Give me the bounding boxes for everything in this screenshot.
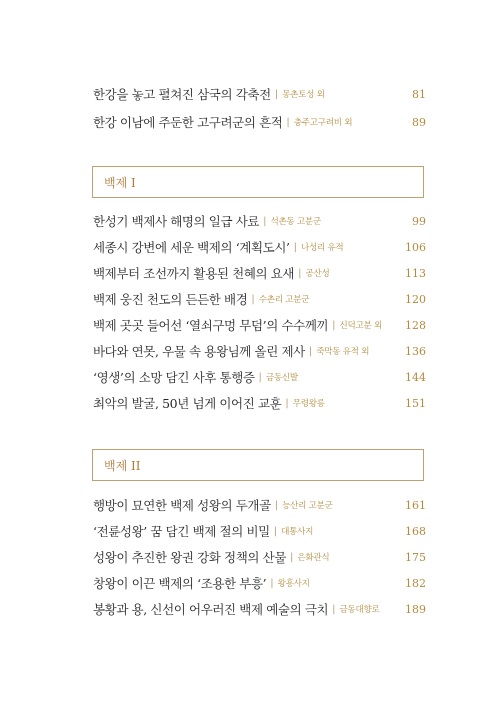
toc-entry-page: 189 bbox=[405, 602, 426, 616]
toc-entry[interactable] bbox=[93, 288, 426, 310]
toc-entry-title: 한성기 백제사 해명의 일급 사료 bbox=[93, 214, 260, 229]
separator: | bbox=[273, 525, 278, 537]
separator: | bbox=[308, 345, 313, 357]
toc-entry-page: 144 bbox=[405, 370, 426, 384]
toc-entry-page: 99 bbox=[412, 214, 426, 228]
toc-entry-page: 175 bbox=[405, 550, 426, 564]
toc-entry-page: 120 bbox=[405, 292, 426, 306]
toc-entry-location: 은화관식 bbox=[297, 553, 330, 563]
toc-entry-title: 백제 웅진 천도의 든든한 배경 bbox=[93, 292, 248, 307]
toc-entry-title: 창왕이 이끈 백제의 ‘조용한 부흥’ bbox=[93, 576, 267, 591]
toc-entry-title: ‘영생’의 소망 담긴 사후 통행증 bbox=[93, 370, 255, 385]
toc-entry-title: 봉황과 용, 신선이 어우러진 백제 예술의 극치 bbox=[93, 602, 329, 617]
toc-entry-location: 석촌동 고분군 bbox=[270, 217, 321, 227]
section-header bbox=[92, 166, 424, 198]
toc-entry-page: 151 bbox=[405, 396, 426, 410]
separator: | bbox=[293, 241, 297, 253]
toc-entry-location: 신덕고분 외 bbox=[339, 321, 382, 331]
toc-entry-page: 113 bbox=[405, 266, 426, 280]
section-label: 백제 II bbox=[104, 458, 141, 473]
toc-entry-location: 능산리 고분군 bbox=[282, 501, 333, 511]
separator: | bbox=[332, 603, 336, 615]
toc-entry-location: 금동신발 bbox=[265, 373, 298, 383]
toc-entry-location: 죽막동 유적 외 bbox=[316, 347, 370, 357]
separator: | bbox=[274, 88, 279, 100]
toc-entry[interactable] bbox=[93, 598, 426, 620]
toc-entry[interactable] bbox=[93, 314, 426, 336]
toc-entry[interactable] bbox=[93, 111, 426, 133]
toc-entry-title: 세종시 강변에 세운 백제의 ‘계획도시’ bbox=[93, 240, 290, 255]
separator: | bbox=[332, 319, 336, 331]
toc-entry[interactable] bbox=[93, 520, 426, 542]
toc-entry-title: 한강을 놓고 펼쳐진 삼국의 각축전 bbox=[93, 87, 271, 102]
toc-entry-page: 89 bbox=[412, 115, 426, 129]
toc-entry-title: 최악의 발굴, 50년 넘게 이어진 교훈 bbox=[93, 396, 282, 411]
section-header bbox=[92, 449, 424, 481]
toc-entry-page: 168 bbox=[405, 524, 426, 538]
separator: | bbox=[270, 577, 274, 589]
separator: | bbox=[290, 551, 294, 563]
toc-entry[interactable] bbox=[93, 210, 426, 232]
toc-entry[interactable] bbox=[93, 572, 426, 594]
toc-entry-title: 백제부터 조선까지 활용된 천혜의 요새 bbox=[93, 266, 295, 281]
toc-entry-location: 금동대향로 bbox=[339, 605, 380, 615]
toc-entry-location: 나성리 유적 bbox=[300, 243, 344, 253]
toc-entry-page: 106 bbox=[405, 240, 426, 254]
toc-entry-page: 136 bbox=[405, 344, 426, 358]
toc-entry-page: 81 bbox=[412, 87, 426, 101]
toc-entry-location: 공산성 bbox=[305, 269, 330, 279]
toc-entry-title: 백제 곳곳 들어선 ‘열쇠구멍 무덤’의 수수께끼 bbox=[93, 318, 329, 333]
separator: | bbox=[286, 116, 290, 128]
toc-entry[interactable] bbox=[93, 366, 426, 388]
toc-entry[interactable] bbox=[93, 392, 426, 414]
toc-entry[interactable] bbox=[93, 83, 426, 105]
separator: | bbox=[285, 397, 289, 409]
separator: | bbox=[298, 267, 302, 279]
toc-entry-title: 바다와 연못, 우물 속 용왕님께 올린 제사 bbox=[93, 344, 305, 359]
separator: | bbox=[274, 499, 279, 511]
toc-entry-title: 성왕이 추진한 왕권 강화 정책의 산물 bbox=[93, 550, 286, 565]
toc-entry[interactable] bbox=[93, 546, 426, 568]
toc-entry[interactable] bbox=[93, 340, 426, 362]
toc-entry-location: 충주고구려비 외 bbox=[293, 118, 353, 128]
toc-entry-title: ‘전륜성왕’ 꿈 담긴 백제 절의 비밀 bbox=[93, 524, 270, 539]
toc-entry-location: 몽촌토성 외 bbox=[282, 90, 325, 100]
toc-entry-page: 161 bbox=[405, 498, 426, 512]
toc-entry-location: 대통사지 bbox=[281, 527, 314, 537]
toc-entry-location: 왕흥사지 bbox=[277, 579, 310, 589]
toc-entry[interactable] bbox=[93, 262, 426, 284]
separator: | bbox=[258, 371, 262, 383]
toc-entry[interactable] bbox=[93, 236, 426, 258]
toc-entry-page: 182 bbox=[405, 576, 426, 590]
separator: | bbox=[263, 215, 267, 227]
toc-entry[interactable] bbox=[93, 494, 426, 516]
toc-entry-page: 128 bbox=[405, 318, 426, 332]
toc-entry-location: 무령왕릉 bbox=[292, 399, 325, 409]
section-label: 백제 I bbox=[104, 175, 136, 190]
toc-entry-title: 한강 이남에 주둔한 고구려군의 흔적 bbox=[93, 115, 283, 130]
toc-entry-title: 행방이 묘연한 백제 성왕의 두개골 bbox=[93, 498, 271, 513]
separator: | bbox=[251, 293, 255, 305]
toc-entry-location: 수촌리 고분군 bbox=[258, 295, 310, 305]
